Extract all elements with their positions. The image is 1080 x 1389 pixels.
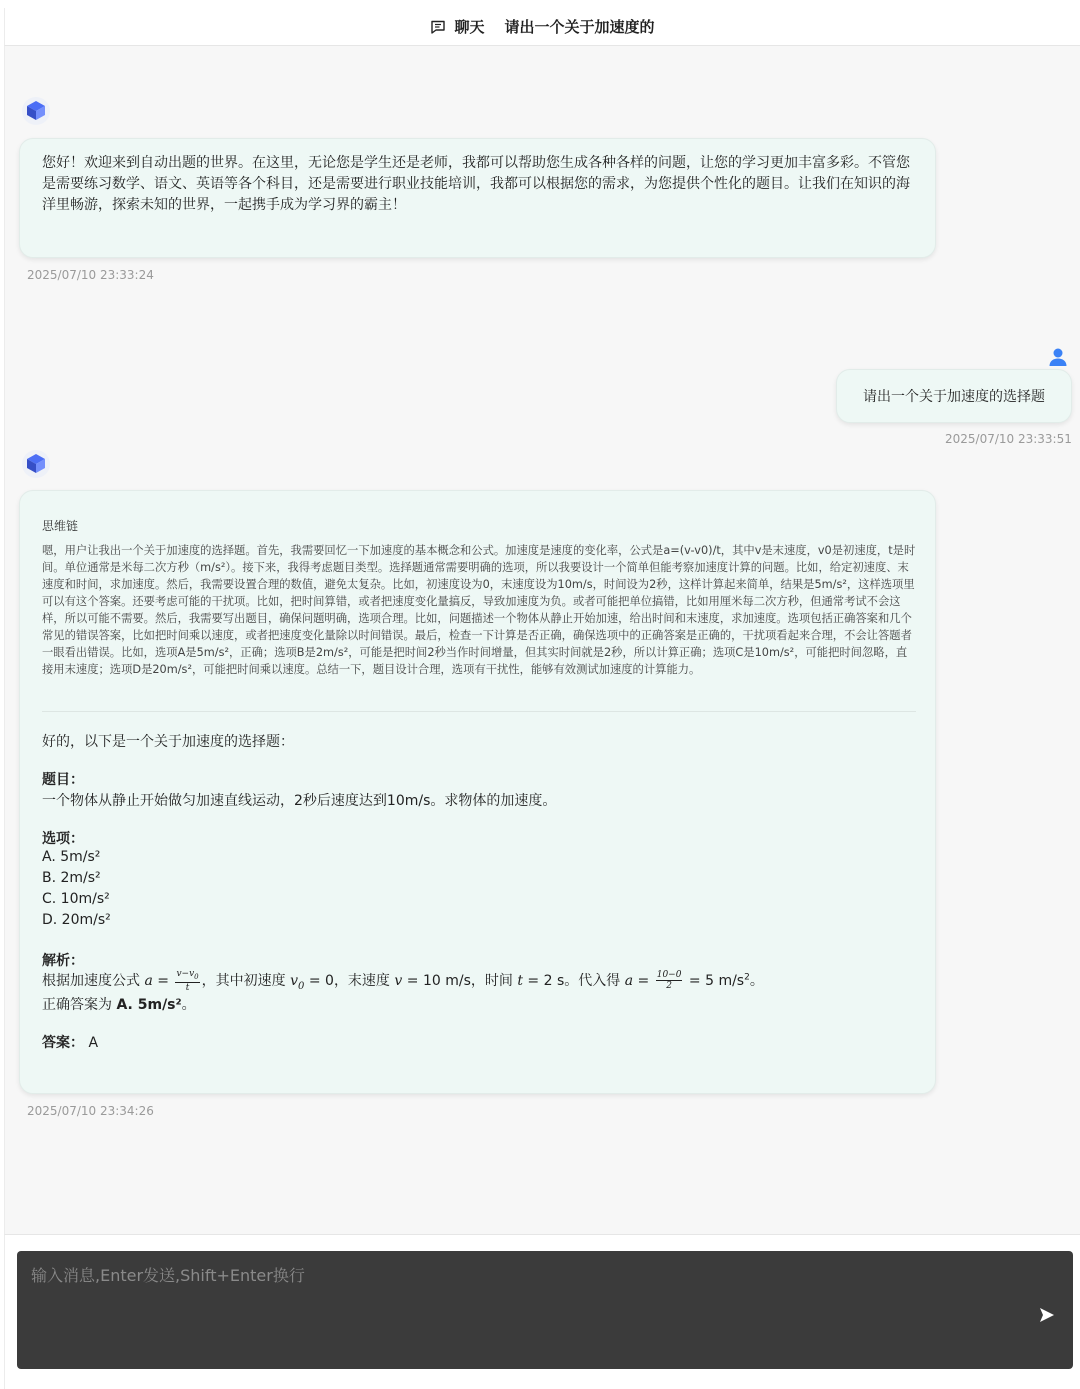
user-message-text: 请出一个关于加速度的选择题 xyxy=(863,389,1045,405)
answer-value: A xyxy=(84,1035,99,1051)
analysis-line: 根据加速度公式 a = $\frac{v-v_0}{t}$ ，其中初速度 $v_0 = 0$，末速度 v = 10 m/s，时间 t = 2 s。代入得 a = $\frac{10-0}{2}$ = 5 $m/s^2$。 xyxy=(42,969,764,993)
formula-fraction: $\frac{v-v_0}{t}$ xyxy=(176,969,199,993)
correct-answer-value: A. 5m/s² xyxy=(116,997,182,1013)
conversation-title: 请出一个关于加速度的 xyxy=(504,18,655,36)
correct-answer-line: 正确答案为 A. 5m/s²。 xyxy=(42,997,196,1013)
options-heading: 选项： xyxy=(42,831,84,847)
option-d: D. 20m/s² xyxy=(42,912,111,928)
option-a: A. 5m/s² xyxy=(42,849,101,865)
answer-timestamp: 2025/07/10 23:34:26 xyxy=(27,1104,154,1118)
user-avatar-icon xyxy=(1047,346,1069,368)
divider xyxy=(42,711,916,712)
thinking-text: 嗯，用户让我出一个关于加速度的选择题。首先，我需要回忆一下加速度的基本概念和公式。加速度是速度的变化率，公式是a=(v-v0)/t，其中v是末速度，v0是初速度，t是时间。单位通常是米每二次方秒（m/s²）。接下来，我得考虑题目类型。选择题通常需要明确的选项，所以我要设计一个简单但能考察加速度计算的问题。比如，给定初速度、末速度和时间，求加速度。然后，我需要设置合理的数值，避免太复杂。比如，初速度设为0，末速度设为10m/s，时间设为2秒，这样计算起来简单，结果是5m/s²，这样选项里可以有这个答案。还要考虑可能的干扰项。比如，把时间算错，或者把速度变化量搞反，导致加速度为负。或者可能把单位搞错，比如用厘米每二次方秒，但通常考试不会这样，所以可能不需要。然后，我需要写出题目，确保问题明确，选项合理。比如，问题描述一个物体从静止开始加速，给出时间和末速度，求加速度。选项包括正确答案和几个常见的错误答案，比如把时间乘以速度，或者把速度变化量除以时间错误。最后，检查一下计算是否正确，确保选项中的正确答案是正确的，干扰项看起来合理，不会让答题者一眼看出错误。比如，选项A是5m/s²，正确；选项B是2m/s²，可能是把时间2秒当作时间增量，但其实时间就是2秒，所以计算正确；选项C是10m/s²，可能把时间忽略，直接用末速度；选项D是20m/s²，可能把时间乘以速度。总结一下，题目设计合理，选项有干扰性，能够有效测试加速度的计算能力。 xyxy=(42,544,916,676)
bot-message-greeting xyxy=(19,138,936,258)
send-button[interactable] xyxy=(1035,1303,1059,1327)
option-c: C. 10m/s² xyxy=(42,891,110,907)
greeting-timestamp: 2025/07/10 23:33:24 xyxy=(27,268,154,282)
chat-messages-area[interactable] xyxy=(4,46,1080,1234)
calc-fraction: $\frac{10-0}{2}$ xyxy=(656,970,682,992)
chat-header xyxy=(4,8,1080,46)
question-text: 一个物体从静止开始做匀加速直线运动，2秒后速度达到10m/s。求物体的加速度。 xyxy=(42,793,557,809)
answer-intro: 好的，以下是一个关于加速度的选择题： xyxy=(42,734,294,750)
option-b: B. 2m/s² xyxy=(42,870,101,886)
input-zone xyxy=(4,1234,1080,1389)
send-icon xyxy=(1038,1306,1056,1324)
bot-message-answer xyxy=(19,490,936,1094)
answer-label: 答案： xyxy=(42,1035,84,1051)
greeting-text: 您好！欢迎来到自动出题的世界。在这里，无论您是学生还是老师，我都可以帮助您生成各种各样的问题，让您的学习更加丰富多彩。不管您是需要练习数学、语文、英语等各个科目，还是需要进行职业技能培训，我都可以根据您的需求，为您提供个性化的题目。让我们在知识的海洋里畅游，探索未知的世界，一起携手成为学习界的霸主！ xyxy=(42,155,910,213)
question-heading: 题目： xyxy=(42,772,84,788)
bot-avatar-icon xyxy=(21,449,51,479)
thinking-label: 思维链 xyxy=(42,519,79,533)
bot-avatar-icon xyxy=(21,96,51,126)
chat-bubble-icon xyxy=(430,19,446,35)
user-message xyxy=(836,369,1072,423)
final-answer-line xyxy=(42,1032,98,1052)
message-input[interactable] xyxy=(17,1251,1073,1369)
user-timestamp: 2025/07/10 23:33:51 xyxy=(945,432,1072,446)
analysis-heading: 解析： xyxy=(42,953,84,969)
header-title: 聊天 xyxy=(454,18,485,36)
